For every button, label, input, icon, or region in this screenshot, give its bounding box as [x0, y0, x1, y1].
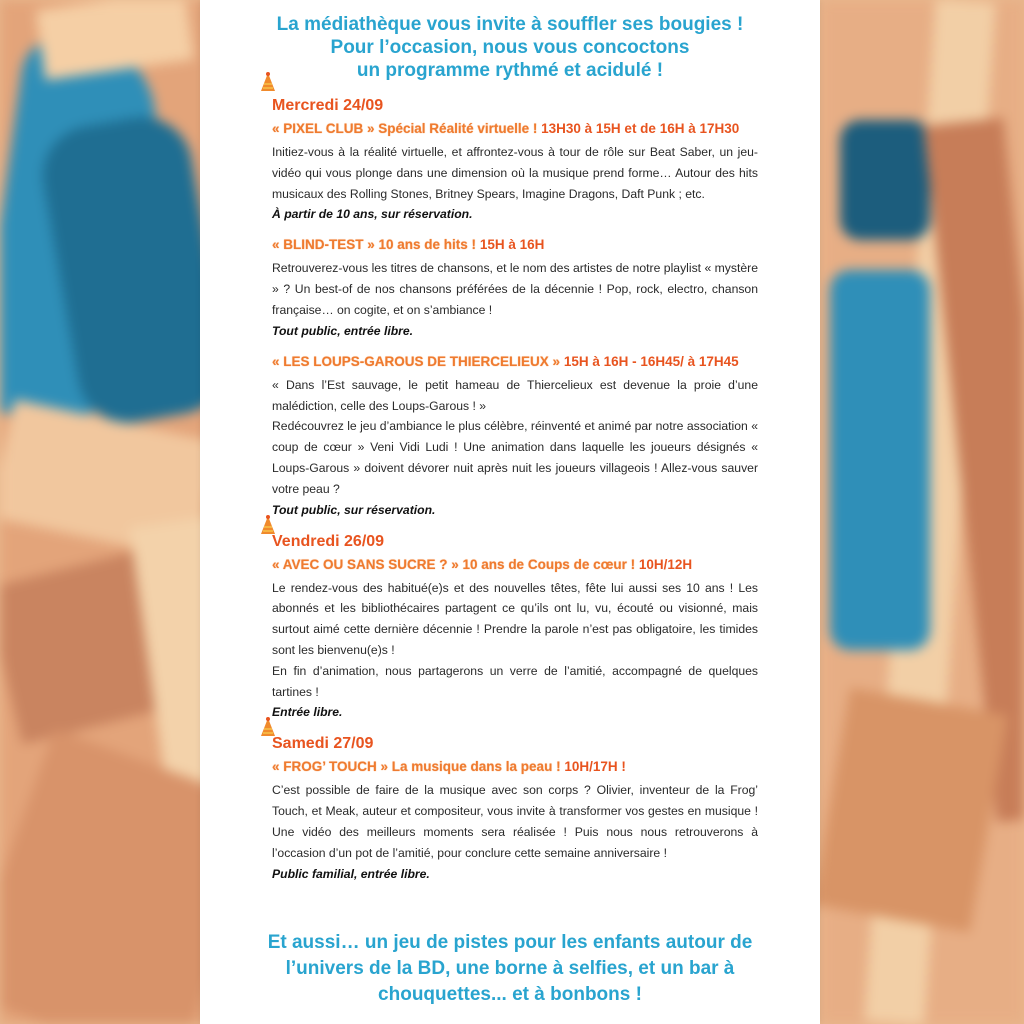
intro-line: La médiathèque vous invite à souffler ses bougies !	[276, 14, 744, 35]
event	[272, 758, 758, 883]
event	[272, 353, 758, 520]
outro-line: chouquettes... et à bonbons !	[378, 984, 642, 1005]
event-name: « PIXEL CLUB » Spécial Réalité virtuelle !	[272, 121, 538, 136]
event-note: Public familial, entrée libre.	[272, 866, 430, 881]
event-description: Initiez-vous à la réalité virtuelle, et affrontez-vous à tour de rôle sur Beat Saber, un jeu-vidéo qui vous plonge dans une dimension où la musique prend forme… Autour des hits musicaux des Rolling Stones, Britney Spears, Imagine Dragons, Daft Punk ; etc.	[272, 145, 758, 201]
event	[272, 120, 758, 224]
party-hat-icon	[260, 72, 276, 92]
day-heading: Vendredi 26/09	[272, 532, 385, 550]
event-time: 13H30 à 15H et de 16H à 17H30	[541, 121, 740, 136]
event-description: C’est possible de faire de la musique avec son corps ? Olivier, inventeur de la Frog’ Touch, et Meak, auteur et compositeur, vous invite à transformer vos gestes en musique ! Une vidéo des meilleurs moments sera réalisée ! Puis nous nous retrouverons à l’occasion d’un pot de l’amitié, pour conclure cette semaine anniversaire !	[272, 783, 758, 860]
event-description: « Dans l’Est sauvage, le petit hameau de Thiercelieux est devenue la proie d’une malédiction, celle des Loups-Garous ! »	[272, 377, 758, 413]
event	[272, 556, 758, 723]
event-name: « AVEC OU SANS SUCRE ? » 10 ans de Coups de cœur !	[272, 556, 636, 572]
event-time: 10H/12H	[638, 556, 693, 572]
event-title	[272, 758, 758, 776]
day-heading: Samedi 27/09	[272, 735, 374, 753]
event-name: « FROG’ TOUCH » La musique dans la peau !	[272, 759, 561, 775]
program	[272, 96, 758, 896]
intro-line: un programme rythmé et acidulé !	[356, 60, 664, 81]
event-description: En fin d’animation, nous partagerons un verre de l’amitié, accompagné de quelques tartines !	[272, 663, 758, 699]
event-note: Tout public, entrée libre.	[272, 323, 414, 338]
event-note: Tout public, sur réservation.	[272, 502, 436, 517]
event-title	[272, 120, 758, 138]
event-description: Retrouverez-vous les titres de chansons, et le nom des artistes de notre playlist « mystère » ? Un best-of de nos chansons préférées de la décennie ! Pop, rock, electro, chanson française… on cogite, et on s’ambiance !	[272, 261, 758, 317]
event-description: Le rendez-vous des habitué(e)s et des nouvelles têtes, fête lui aussi ses 10 ans ! Les abonnés et les bibliothécaires partagent ce qu’ils ont lu, vu, écouté ou visionné, mais surtout aimé cette dernière décennie ! Prendre la parole n’est pas obligatoire, les timides sont les bienvenu(e)s !	[272, 580, 758, 657]
outro-text	[200, 930, 820, 1008]
day-heading: Mercredi 24/09	[272, 97, 384, 114]
event-time: 15H à 16H - 16H45/ à 17H45	[563, 353, 739, 369]
event-name: « BLIND-TEST » 10 ans de hits !	[272, 237, 477, 253]
intro-line: Pour l’occasion, nous vous concoctons	[330, 37, 690, 58]
flyer-page	[200, 0, 820, 1024]
event-title	[272, 556, 758, 574]
event-title	[272, 353, 758, 371]
intro-heading	[200, 13, 820, 82]
event-note: Entrée libre.	[272, 705, 343, 720]
event-title	[272, 236, 758, 254]
event-name: « LES LOUPS-GAROUS DE THIERCELIEUX »	[272, 353, 561, 369]
event-note: À partir de 10 ans, sur réservation.	[272, 207, 473, 222]
event-time: 10H/17H !	[564, 759, 626, 775]
outro-line: l’univers de la BD, une borne à selfies, et un bar à	[285, 958, 735, 979]
event-description: Redécouvrez le jeu d’ambiance le plus célèbre, réinventé et animé par notre association « coup de cœur » Veni Vidi Ludi ! Une animation dans laquelle les joueurs désignés « Loups-Garous » doivent dévorer nuit après nuit les joueurs villageois ! Allez-vous sauver votre peau ?	[272, 419, 758, 496]
event-time: 15H à 16H	[479, 237, 545, 253]
outro-line: Et aussi… un jeu de pistes pour les enfants autour de	[267, 932, 753, 953]
event	[272, 236, 758, 340]
